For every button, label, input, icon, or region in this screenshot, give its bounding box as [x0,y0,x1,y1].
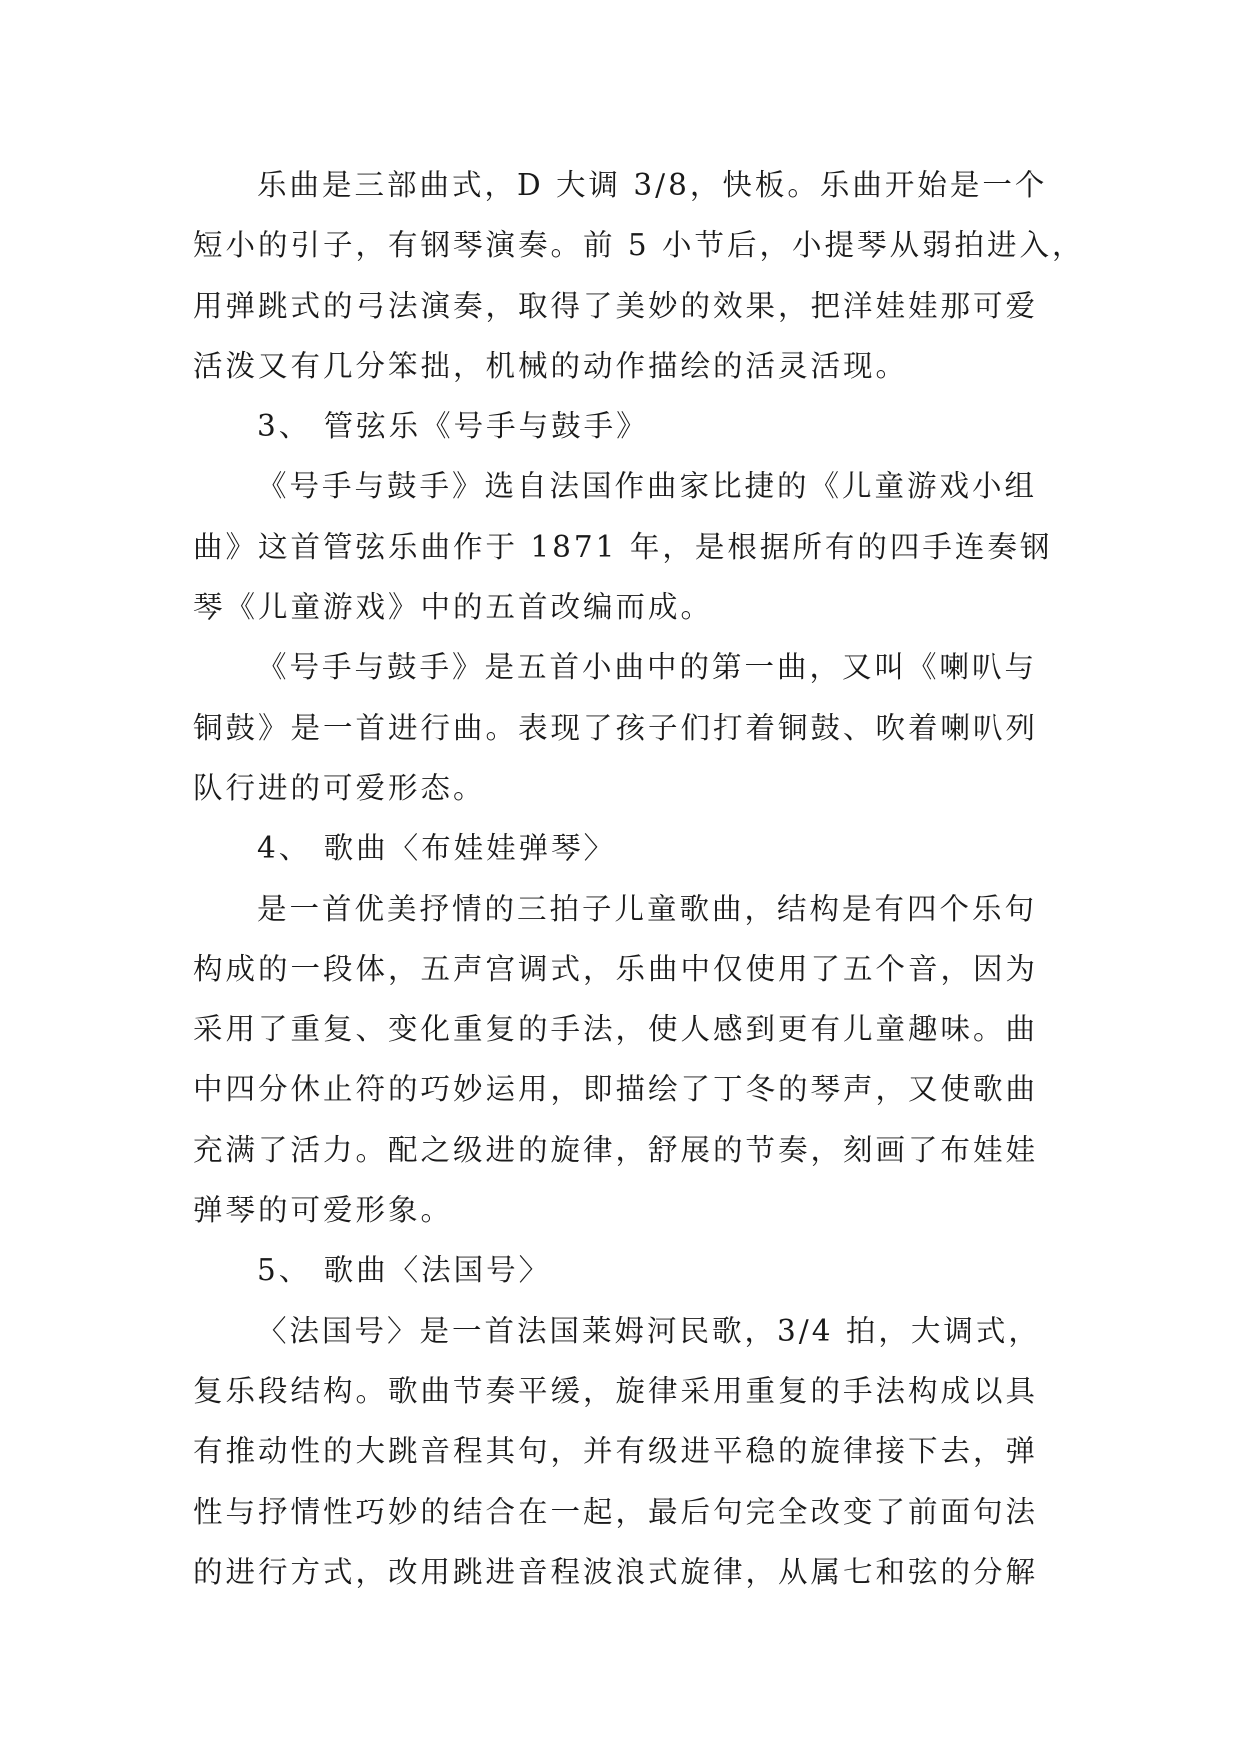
text-line: 有推动性的大跳音程其句，并有级进平稳的旋律接下去，弹 [193,1434,1039,1469]
paragraph-doll-piano [193,879,1055,1241]
text-line: 采用了重复、变化重复的手法，使人感到更有儿童趣味。曲 [193,1012,1039,1047]
paragraph-trumpeter-origin [193,456,1055,637]
text-line: 复乐段结构。歌曲节奏平缓，旋律采用重复的手法构成以具 [193,1373,1039,1408]
text-line: 队行进的可爱形态。 [193,770,486,805]
section-heading-5 [193,1240,1055,1300]
paragraph-french-horn [193,1301,1055,1602]
section-heading-4 [193,818,1055,878]
heading-text: 5、 歌曲〈法国号〉 [257,1253,552,1288]
section-heading-3 [193,396,1055,456]
text-line: 乐曲是三部曲式，D 大调 3/8，快板。乐曲开始是一个 [257,168,1048,202]
heading-text: 3、 管弦乐《号手与鼓手》 [257,409,649,444]
text-line: 的进行方式，改用跳进音程波浪式旋律，从属七和弦的分解 [193,1554,1039,1589]
text-line: 曲》这首管弦乐曲作于 1871 年，是根据所有的四手连奏钢 [193,529,1053,564]
text-line: 活泼又有几分笨拙，机械的动作描绘的活灵活现。 [193,348,909,383]
text-line: 琴《儿童游戏》中的五首改编而成。 [193,590,714,625]
text-line: 铜鼓》是一首进行曲。表现了孩子们打着铜鼓、吹着喇叭列 [193,710,1039,745]
text-line: 中四分休止符的巧妙运用，即描绘了丁冬的琴声，又使歌曲 [193,1072,1039,1107]
text-line: 〈法国号〉是一首法国莱姆河民歌，3/4 拍，大调式， [257,1313,1041,1348]
paragraph-trumpeter-description [193,637,1055,818]
heading-text: 4、 歌曲〈布娃娃弹琴〉 [257,831,617,866]
text-line: 《号手与鼓手》是五首小曲中的第一曲，又叫《喇叭与 [257,650,1038,685]
text-line: 短小的引子，有钢琴演奏。前 5 小节后，小提琴从弱拍进入， [193,228,1085,263]
text-line: 弹琴的可爱形象。 [193,1193,454,1228]
text-line: 构成的一段体，五声宫调式，乐曲中仅使用了五个音，因为 [193,951,1039,986]
text-line: 是一首优美抒情的三拍子儿童歌曲，结构是有四个乐句 [257,891,1038,926]
text-line: 《号手与鼓手》选自法国作曲家比捷的《儿童游戏小组 [257,469,1038,504]
text-line: 性与抒情性巧妙的结合在一起，最后句完全改变了前面句法 [193,1494,1039,1529]
paragraph-waltz-description [193,155,1085,396]
document-body [193,155,1085,1602]
text-line: 用弹跳式的弓法演奏，取得了美妙的效果，把洋娃娃那可爱 [193,288,1039,323]
text-line: 充满了活力。配之级进的旋律，舒展的节奏，刻画了布娃娃 [193,1132,1039,1167]
